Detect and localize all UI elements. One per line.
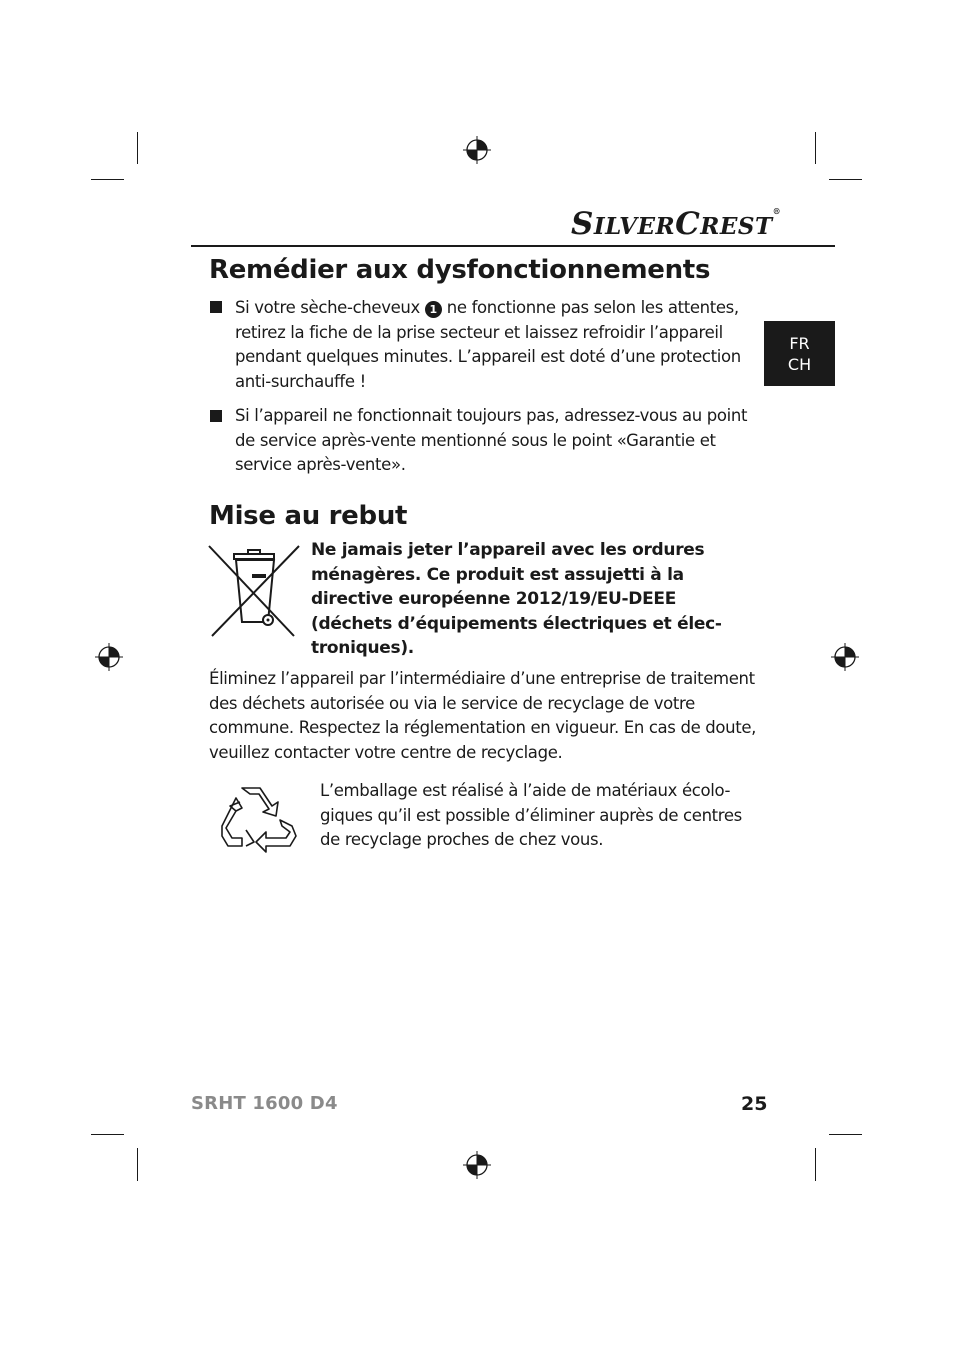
logo-text-ilver: ILVER [593, 213, 676, 240]
logo-initial-c: C [675, 206, 701, 242]
crop-mark-top-left-h [91, 179, 124, 180]
section-title-disposal: Mise au rebut [209, 501, 408, 531]
footer-model-number: SRHT 1600 D4 [191, 1093, 338, 1114]
logo-text-rest: REST [700, 213, 773, 240]
language-tab [764, 321, 835, 386]
section-title-troubleshooting: Remédier aux dysfonctionnements [209, 255, 711, 285]
registration-top-icon [463, 136, 491, 164]
registration-left-icon [95, 643, 123, 671]
footer-page-number: 25 [741, 1093, 768, 1115]
part-number-badge: 1 [425, 301, 442, 318]
recycling-arrows-icon [220, 780, 298, 854]
bullet-square-2 [210, 410, 222, 422]
bullet-square-1 [210, 301, 222, 313]
packaging-paragraph: L’emballage est réalisé à l’aide de matériaux écolo- giques qu’il est possible d’éliminer auprès de centres de recyclage proches de chez vous. [320, 781, 742, 849]
crossed-out-wheelie-bin-icon [206, 542, 302, 638]
crop-mark-top-left-v [137, 132, 138, 164]
weee-warning: Ne jamais jeter l’appareil avec les ordures ménagères. Ce produit est assujetti à la directive européenne 2012/19/EU-DEEE (déchets d’équipements électriques et élec- troniques). [311, 540, 722, 658]
lang-ch: CH [787, 354, 812, 374]
registration-right-icon [831, 643, 859, 671]
crop-mark-bottom-right-v [815, 1148, 816, 1181]
registered-mark: ® [772, 206, 782, 216]
registration-bottom-icon [463, 1151, 491, 1179]
crop-mark-bottom-left-v [137, 1148, 138, 1181]
troubleshooting-bullet-1: Si votre sèche-cheveux 1 ne fonctionne pas selon les attentes, retirez la fiche de la prise secteur et laissez refroidir l’appareil pendant quelques minutes. L’appareil est doté d’une protection anti-surchauffe ! [235, 298, 741, 391]
disposal-paragraph: Éliminez l’appareil par l’intermédiaire d’une entreprise de traitement des déchets autorisée ou via le service de recyclage de votre commune. Respectez la réglementation en vigueur. En cas de doute, veuillez contacter votre centre de recyclage. [209, 669, 757, 762]
crop-mark-bottom-right-h [829, 1134, 862, 1135]
crop-mark-bottom-left-h [91, 1134, 124, 1135]
header-rule [191, 245, 835, 247]
crop-mark-top-right-h [829, 179, 862, 180]
lang-fr: FR [789, 333, 810, 353]
crop-mark-top-right-v [815, 132, 816, 164]
troubleshooting-bullet-2: Si l’appareil ne fonctionnait toujours pas, adressez-vous au point de service après-vente mentionné sous le point «Garantie et service après-vente». [235, 406, 748, 474]
brand-logo [571, 206, 782, 242]
logo-initial-s: S [571, 206, 594, 242]
